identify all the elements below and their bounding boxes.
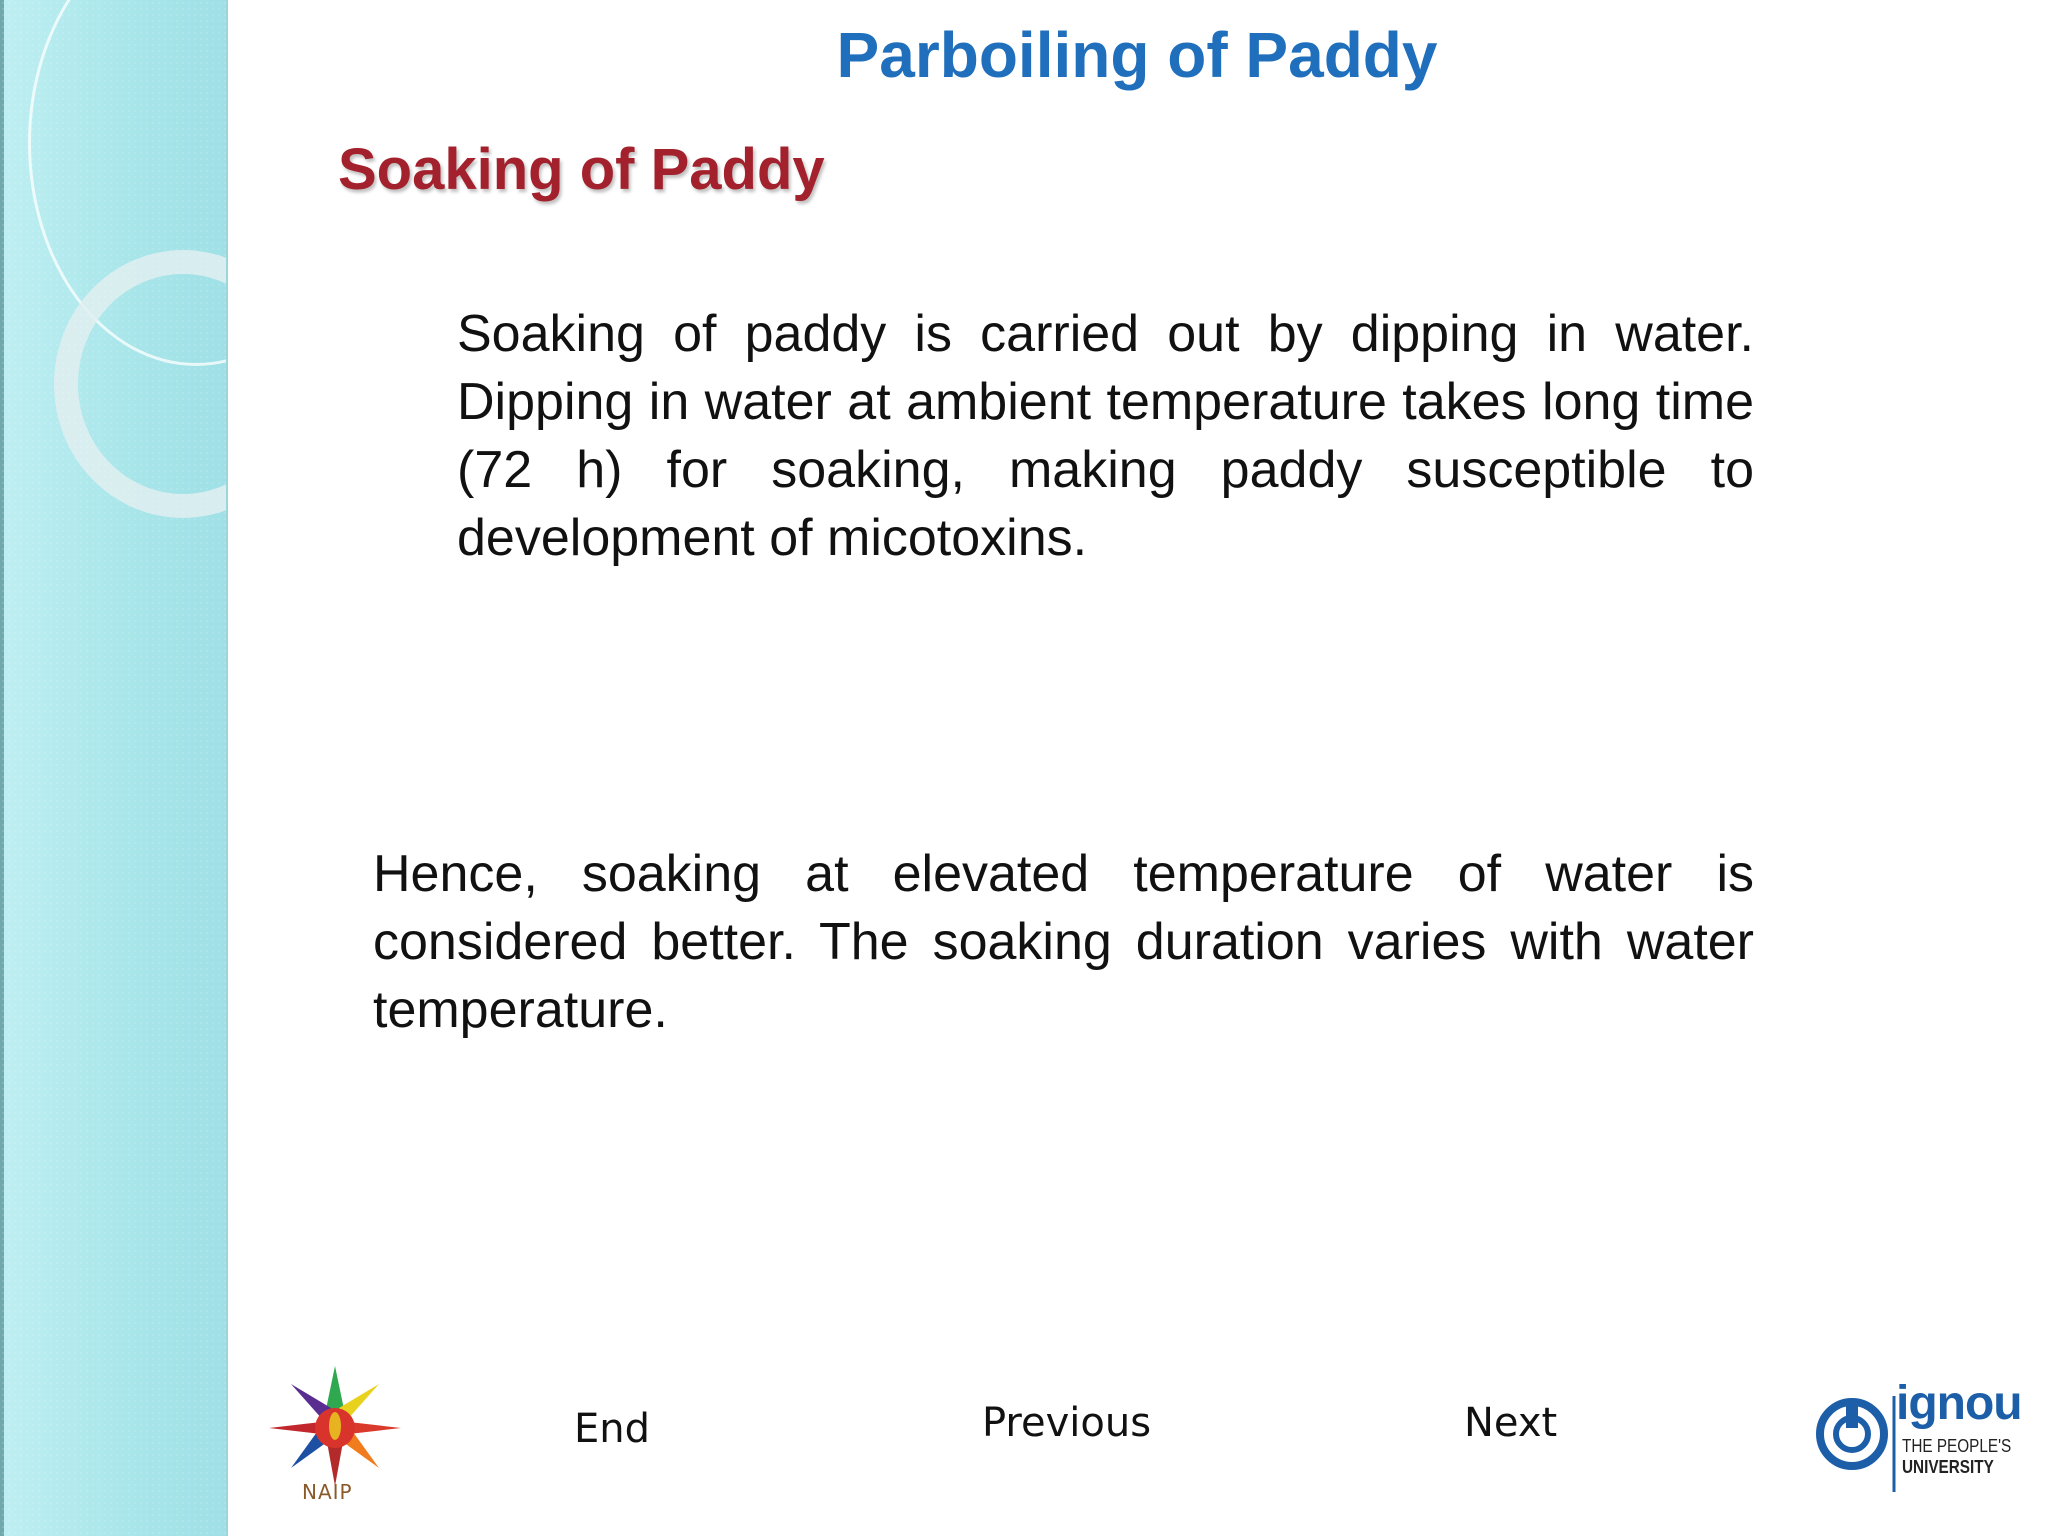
end-link[interactable]: End bbox=[574, 1406, 651, 1452]
ignou-wordmark: ignou bbox=[1896, 1377, 2022, 1430]
ignou-tagline: THE PEOPLE'S bbox=[1902, 1436, 2012, 1456]
slide-subtitle: Soaking of Paddy bbox=[338, 137, 825, 202]
naip-logo-text: NAIP bbox=[302, 1480, 353, 1504]
decorative-sidebar bbox=[0, 0, 228, 1536]
decorative-ring-small bbox=[54, 250, 228, 518]
sidebar-edge bbox=[0, 0, 4, 1536]
body-paragraph-soaking: Soaking of paddy is carried out by dipping in water. Dipping in water at ambient temperature takes long time (72 h) for soaking, making paddy susceptible to development of micotoxins. bbox=[457, 305, 1754, 567]
slide-title: Parboiling of Paddy bbox=[836, 19, 1438, 91]
ignou-tagline-university: UNIVERSITY bbox=[1902, 1457, 1994, 1477]
decorative-ring-large bbox=[28, 0, 228, 366]
body-paragraph-elevated-temperature: Hence, soaking at elevated temperature of water is considered better. The soaking duration varies with water temperature. bbox=[373, 845, 1754, 1039]
previous-link[interactable]: Previous bbox=[982, 1400, 1152, 1446]
next-link[interactable]: Next bbox=[1464, 1400, 1558, 1446]
